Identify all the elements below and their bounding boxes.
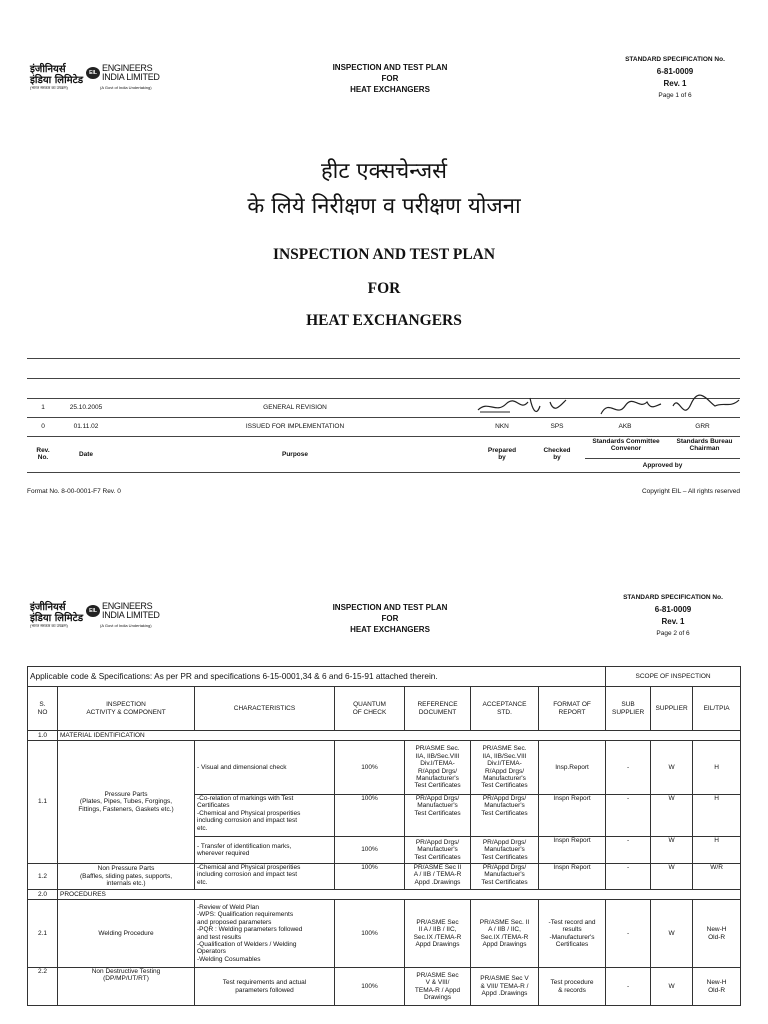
col-activity: INSPECTION ACTIVITY & COMPONENT	[58, 687, 195, 731]
row-characteristics: -Review of Weld Plan -WPS: Qualification requirements and proposed parameters -PQR : Welding parameters followed and test results -Qualification of Welders / Welding Operators -Welding Cosumables	[195, 900, 335, 968]
row-format: Test procedure & records	[539, 968, 606, 1006]
row-format: Inspn Report	[539, 864, 606, 890]
logo-hindi-text: इंजीनियर्स इंडिया लिमिटेड	[30, 602, 84, 624]
row-eil-tpia: New-H Old-R	[693, 968, 741, 1006]
row-no: 2.2	[28, 968, 58, 1006]
row-reference: PR/ASME Sec V & VIII/ TEMA-R / Appd Drawings	[405, 968, 471, 1006]
scope-of-inspection: SCOPE OF INSPECTION	[606, 667, 741, 687]
row-characteristics: - Visual and dimensional check	[195, 741, 335, 795]
row-eil-tpia: H	[693, 795, 741, 837]
col-format: FORMAT OF REPORT	[539, 687, 606, 731]
row-quantum: 100%	[335, 741, 405, 795]
divider	[27, 358, 740, 359]
inspection-test-plan-table	[27, 666, 741, 1006]
rev-prepared: NKN	[495, 423, 509, 430]
row-acceptance: PR/Appd Drgs/ Manufactuer's Test Certificates	[471, 864, 539, 890]
header-title-line1: INSPECTION AND TEST PLAN	[332, 63, 448, 72]
english-title-line2: FOR	[367, 280, 401, 297]
copyright-text: Copyright EIL – All rights reserved	[641, 488, 740, 495]
row-characteristics: -Chemical and Physical prosperities including corrosion and impact test etc.	[195, 864, 335, 890]
col-eil-tpia: EIL/TPIA	[693, 687, 741, 731]
row-characteristics: -Co-relation of markings with Test Certificates -Chemical and Physical prosperities including corrosion and impact test etc.	[195, 795, 335, 837]
signature-image	[595, 392, 745, 426]
rev-chairman: GRR	[695, 423, 710, 430]
rev-header-approved: Approved by	[642, 462, 683, 469]
rev-header-checked: Checked by	[543, 447, 571, 461]
header-title-line3: HEAT EXCHANGERS	[350, 85, 430, 94]
spec-label: STANDARD SPECIFICATION No.	[623, 594, 723, 601]
rev-no: 1	[41, 404, 45, 411]
row-acceptance: PR/Appd Drgs/ Manufactuer's Test Certificates	[471, 837, 539, 864]
row-supplier: W	[651, 864, 693, 890]
eil-logo	[30, 64, 170, 92]
revision-table-line	[27, 472, 740, 473]
rev-header-chairman: Standards Bureau Chairman	[676, 438, 733, 452]
spec-number: 6-81-0009	[656, 67, 694, 76]
row-acceptance: PR/ASME Sec. II A / IIB / IIC, Sec.IX /TEMA-R Appd Drawings	[471, 900, 539, 968]
section-no: 2.0	[28, 890, 58, 900]
row-sub-supplier: -	[606, 795, 651, 837]
section-no: 1.0	[28, 731, 58, 741]
rev-header-convenor: Standards Committee Convenor	[592, 438, 660, 452]
row-reference: PR/ASME Sec II A / IIB / IIC, Sec.IX /TEMA-R Appd Drawings	[405, 900, 471, 968]
table-row	[28, 741, 741, 795]
header-title	[290, 602, 490, 635]
divider	[27, 378, 740, 379]
rev-purpose: ISSUED FOR IMPLEMENTATION	[245, 423, 345, 430]
row-sub-supplier: -	[606, 837, 651, 864]
header-title	[290, 62, 490, 95]
row-sub-supplier: -	[606, 968, 651, 1006]
row-activity: Welding Procedure	[58, 900, 195, 968]
rev-convenor: AKB	[618, 423, 632, 430]
row-supplier: W	[651, 900, 693, 968]
section-title: PROCEDURES	[58, 890, 741, 900]
header-title-line2: FOR	[381, 74, 399, 83]
rev-header-purpose: Purpose	[281, 451, 308, 458]
col-quantum: QUANTUM OF CHECK	[335, 687, 405, 731]
row-no: 1.2	[28, 864, 58, 890]
row-acceptance: PR/Appd Drgs/ Manufactuer's Test Certificates	[471, 795, 539, 837]
row-quantum: 100%	[335, 900, 405, 968]
col-supplier: SUPPLIER	[651, 687, 693, 731]
logo-tagline-english: (A Govt of India Undertaking)	[100, 85, 152, 90]
logo-tagline-hindi: (भारत सरकार का उपक्रम)	[30, 623, 68, 628]
row-activity: Pressure Parts (Plates, Pipes, Tubes, Forgings, Fittings, Fasteners, Gaskets etc.)	[58, 741, 195, 864]
row-activity: Non Pressure Parts (Baffles, sliding pates, supports, internals etc.)	[58, 864, 195, 890]
row-format: Insp.Report	[539, 741, 606, 795]
rev-checked: SPS	[550, 423, 564, 430]
format-number: Format No. 8-00-0001-F7 Rev. 0	[27, 488, 121, 495]
col-sno: S. NO	[28, 687, 58, 731]
hindi-title-line2: के लिये निरीक्षण व परीक्षण योजना	[247, 194, 521, 219]
logo-mark-icon: EIL	[86, 67, 100, 79]
logo-mark-icon: EIL	[86, 605, 100, 617]
row-eil-tpia: H	[693, 741, 741, 795]
row-sub-supplier: -	[606, 741, 651, 795]
row-reference: PR/Appd Drgs/ Manufactuer's Test Certificates	[405, 837, 471, 864]
table-row	[28, 667, 741, 687]
row-eil-tpia: W/R	[693, 864, 741, 890]
approved-line	[585, 458, 740, 459]
row-format: Inspn Report	[539, 837, 606, 864]
table-row	[28, 968, 741, 1006]
logo-english-text: ENGINEERS INDIA LIMITED	[102, 63, 160, 82]
eil-logo	[30, 602, 170, 630]
english-title-line1: INSPECTION AND TEST PLAN	[272, 246, 496, 263]
row-supplier: W	[651, 968, 693, 1006]
col-acceptance: ACCEPTANCE STD.	[471, 687, 539, 731]
header-title-line3: HEAT EXCHANGERS	[350, 625, 430, 634]
row-acceptance: PR/ASME Sec V & VIII/ TEMA-R / Appd .Drawings	[471, 968, 539, 1006]
row-quantum: 100%	[335, 795, 405, 837]
rev-no: 0	[41, 423, 45, 430]
spec-revision: Rev. 1	[661, 617, 685, 626]
spec-number: 6-81-0009	[654, 605, 692, 614]
english-title-line3: HEAT EXCHANGERS	[306, 312, 462, 329]
page-number: Page 2 of 6	[656, 630, 690, 637]
row-eil-tpia: H	[693, 837, 741, 864]
spec-block	[598, 592, 748, 640]
row-supplier: W	[651, 795, 693, 837]
section-row	[28, 731, 741, 741]
table-header-row	[28, 687, 741, 731]
logo-hindi-text: इंजीनियर्स इंडिया लिमिटेड	[30, 64, 84, 86]
rev-header-prepared: Prepared by	[487, 447, 517, 461]
row-quantum: 100%	[335, 837, 405, 864]
row-reference: PR/ASME Sec II A / IIB / TEMA-R Appd .Drawings	[405, 864, 471, 890]
row-characteristics: - Transfer of identification marks, wherever required	[195, 837, 335, 864]
signature-image	[470, 392, 580, 426]
revision-table-line	[27, 436, 740, 437]
hindi-title-line1: हीट एक्सचेन्जर्स	[320, 159, 448, 184]
spec-label: STANDARD SPECIFICATION No.	[625, 56, 725, 63]
logo-tagline-english: (A Govt of India Undertaking)	[100, 623, 152, 628]
col-sub-supplier: SUB SUPPLIER	[606, 687, 651, 731]
row-acceptance: PR/ASME Sec. IIA, IIB/Sec.VIII Div.I/TEMA- R/Appd Drgs/ Manufacturer's Test Certificates	[471, 741, 539, 795]
rev-purpose: GENERAL REVISION	[263, 404, 327, 411]
row-activity: Non Destructive Testing (DP/MP/UT/RT)	[58, 968, 195, 1006]
row-sub-supplier: -	[606, 900, 651, 968]
logo-english-text: ENGINEERS INDIA LIMITED	[102, 601, 160, 620]
row-quantum: 100%	[335, 864, 405, 890]
header-title-line1: INSPECTION AND TEST PLAN	[332, 603, 448, 612]
page-number: Page 1 of 6	[658, 92, 692, 99]
rev-header-date: Date	[78, 451, 94, 458]
logo-tagline-hindi: (भारत सरकार का उपक्रम)	[30, 85, 68, 90]
section-row	[28, 890, 741, 900]
section-title: MATERIAL IDENTIFICATION	[58, 731, 741, 741]
row-format: Inspn Report	[539, 795, 606, 837]
table-row	[28, 864, 741, 890]
row-no: 1.1	[28, 741, 58, 864]
rev-header-no: Rev. No.	[36, 447, 50, 461]
row-characteristics: Test requirements and actual parameters followed	[195, 968, 335, 1006]
row-eil-tpia: New-H Old-R	[693, 900, 741, 968]
col-characteristics: CHARACTERISTICS	[195, 687, 335, 731]
spec-block	[600, 54, 750, 102]
row-no: 2.1	[28, 900, 58, 968]
col-reference: REFERENCE DOCUMENT	[405, 687, 471, 731]
row-reference: PR/Appd Drgs/ Manufactuer's Test Certificates	[405, 795, 471, 837]
row-quantum: 100%	[335, 968, 405, 1006]
row-supplier: W	[651, 741, 693, 795]
spec-revision: Rev. 1	[663, 79, 687, 88]
table-row	[28, 900, 741, 968]
rev-date: 01.11.02	[73, 423, 99, 430]
applicable-codes: Applicable code & Specifications: As per PR and specifications 6-15-0001,34 & 6 and 6-15-91 attached therein.	[28, 667, 606, 687]
row-sub-supplier: -	[606, 864, 651, 890]
row-format: -Test record and results -Manufacturer's Certificates	[539, 900, 606, 968]
row-reference: PR/ASME Sec. IIA, IIB/Sec.VIII Div.I/TEMA- R/Appd Drgs/ Manufacturer's Test Certificates	[405, 741, 471, 795]
row-supplier: W	[651, 837, 693, 864]
rev-date: 25.10.2005	[69, 404, 103, 411]
header-title-line2: FOR	[381, 614, 399, 623]
